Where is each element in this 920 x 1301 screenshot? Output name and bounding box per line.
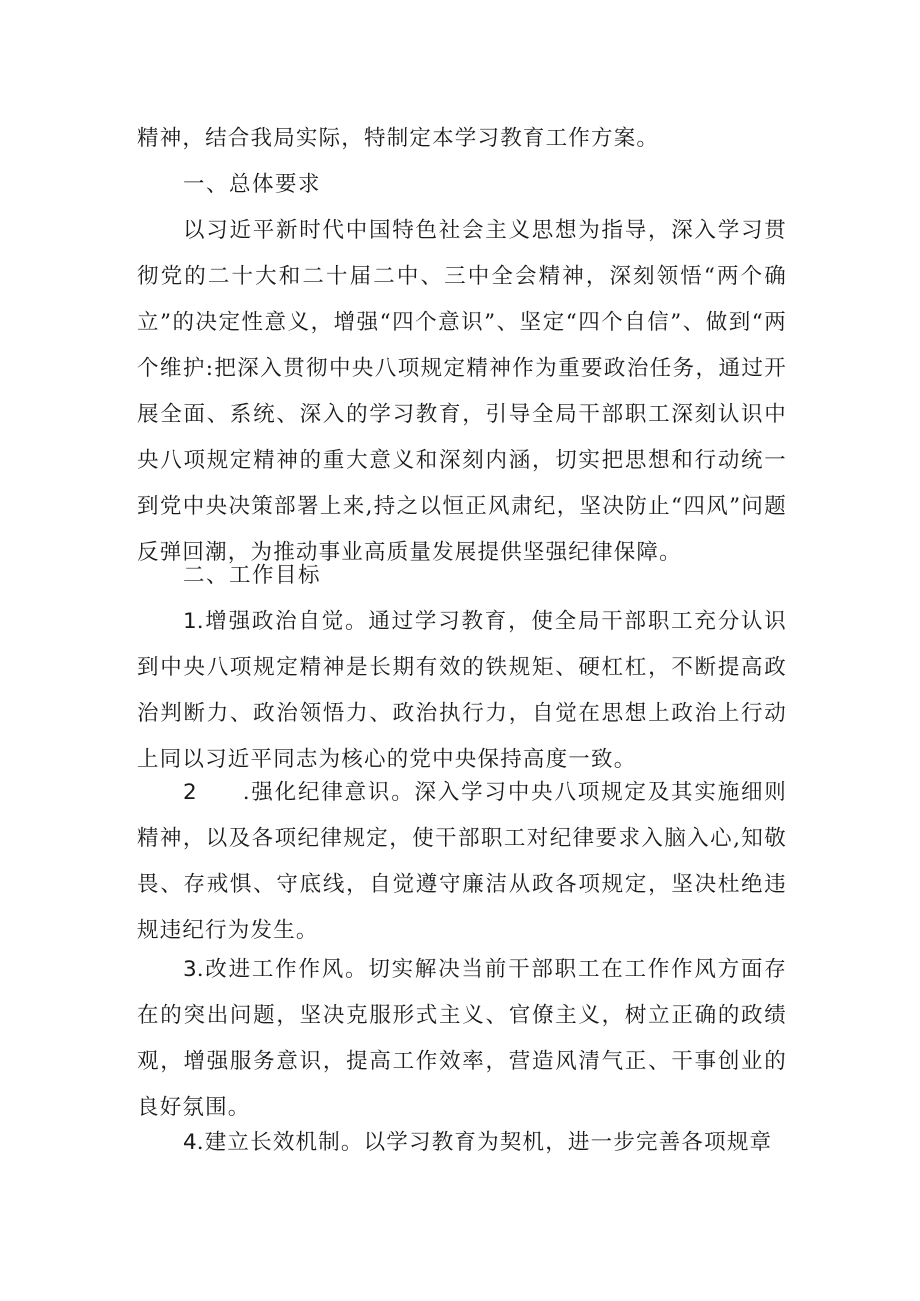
goal-item-2-number: 2: [183, 780, 197, 805]
goal-item-2: [137, 770, 787, 954]
goal-item-3-text: .改进工作作风。切实解决当前干部职工在工作作风方面存在的突出问题，坚决克服形式主义、官僚主义，树立正确的政绩观，增强服务意识，提高工作效率，营造风清气正、干事创业的良好氛围。: [137, 957, 787, 1120]
goal-item-1: [137, 599, 787, 783]
goal-item-4-number: 4: [183, 1130, 197, 1155]
overall-requirements-paragraph: 以习近平新时代中国特色社会主义思想为指导，深入学习贯彻党的二十大和二十届二中、三中全会精神，深刻领悟“两个确立”的决定性意义，增强“四个意识”、坚定“四个自信”、做到“两个维护:把深入贯彻中央八项规定精神作为重要政治任务，通过开展全面、系统、深入的学习教育，引导全局干部职工深刻认识中央八项规定精神的重大意义和深刻内涵，切实把思想和行动统一到党中央决策部署上来,持之以恒正风肃纪，坚决防止“四风”问题反弹回潮，为推动事业高质量发展提供坚强纪律保障。: [137, 218, 787, 565]
goal-item-1-number: 1: [183, 609, 197, 634]
goal-item-1-text: .增强政治自觉。通过学习教育，使全局干部职工充分认识到中央八项规定精神是长期有效的铁规矩、硬杠杠，不断提高政治判断力、政治领悟力、政治执行力，自觉在思想上政治上行动上同以习近平同志为核心的党中央保持高度一致。: [137, 609, 787, 772]
intro-tail-paragraph: 精神，结合我局实际，特制定本学习教育工作方案。: [137, 126, 660, 151]
goal-item-3-number: 3: [183, 957, 197, 982]
goal-item-4-text: .建立长效机制。以学习教育为契机，进一步完善各项规章: [196, 1130, 773, 1155]
goal-item-3: [137, 947, 787, 1131]
goal-item-4: [137, 1120, 787, 1166]
section-heading-overall-requirements: 一、总体要求: [183, 172, 322, 197]
goal-item-2-text: .强化纪律意识。深入学习中央八项规定及其实施细则精神，以及各项纪律规定，使干部职工对纪律要求入脑入心,知敬畏、存戒惧、守底线，自觉遵守廉洁从政各项规定，坚决杜绝违规违纪行为发生。: [137, 780, 787, 943]
section-heading-work-goals: 二、工作目标: [183, 563, 322, 588]
